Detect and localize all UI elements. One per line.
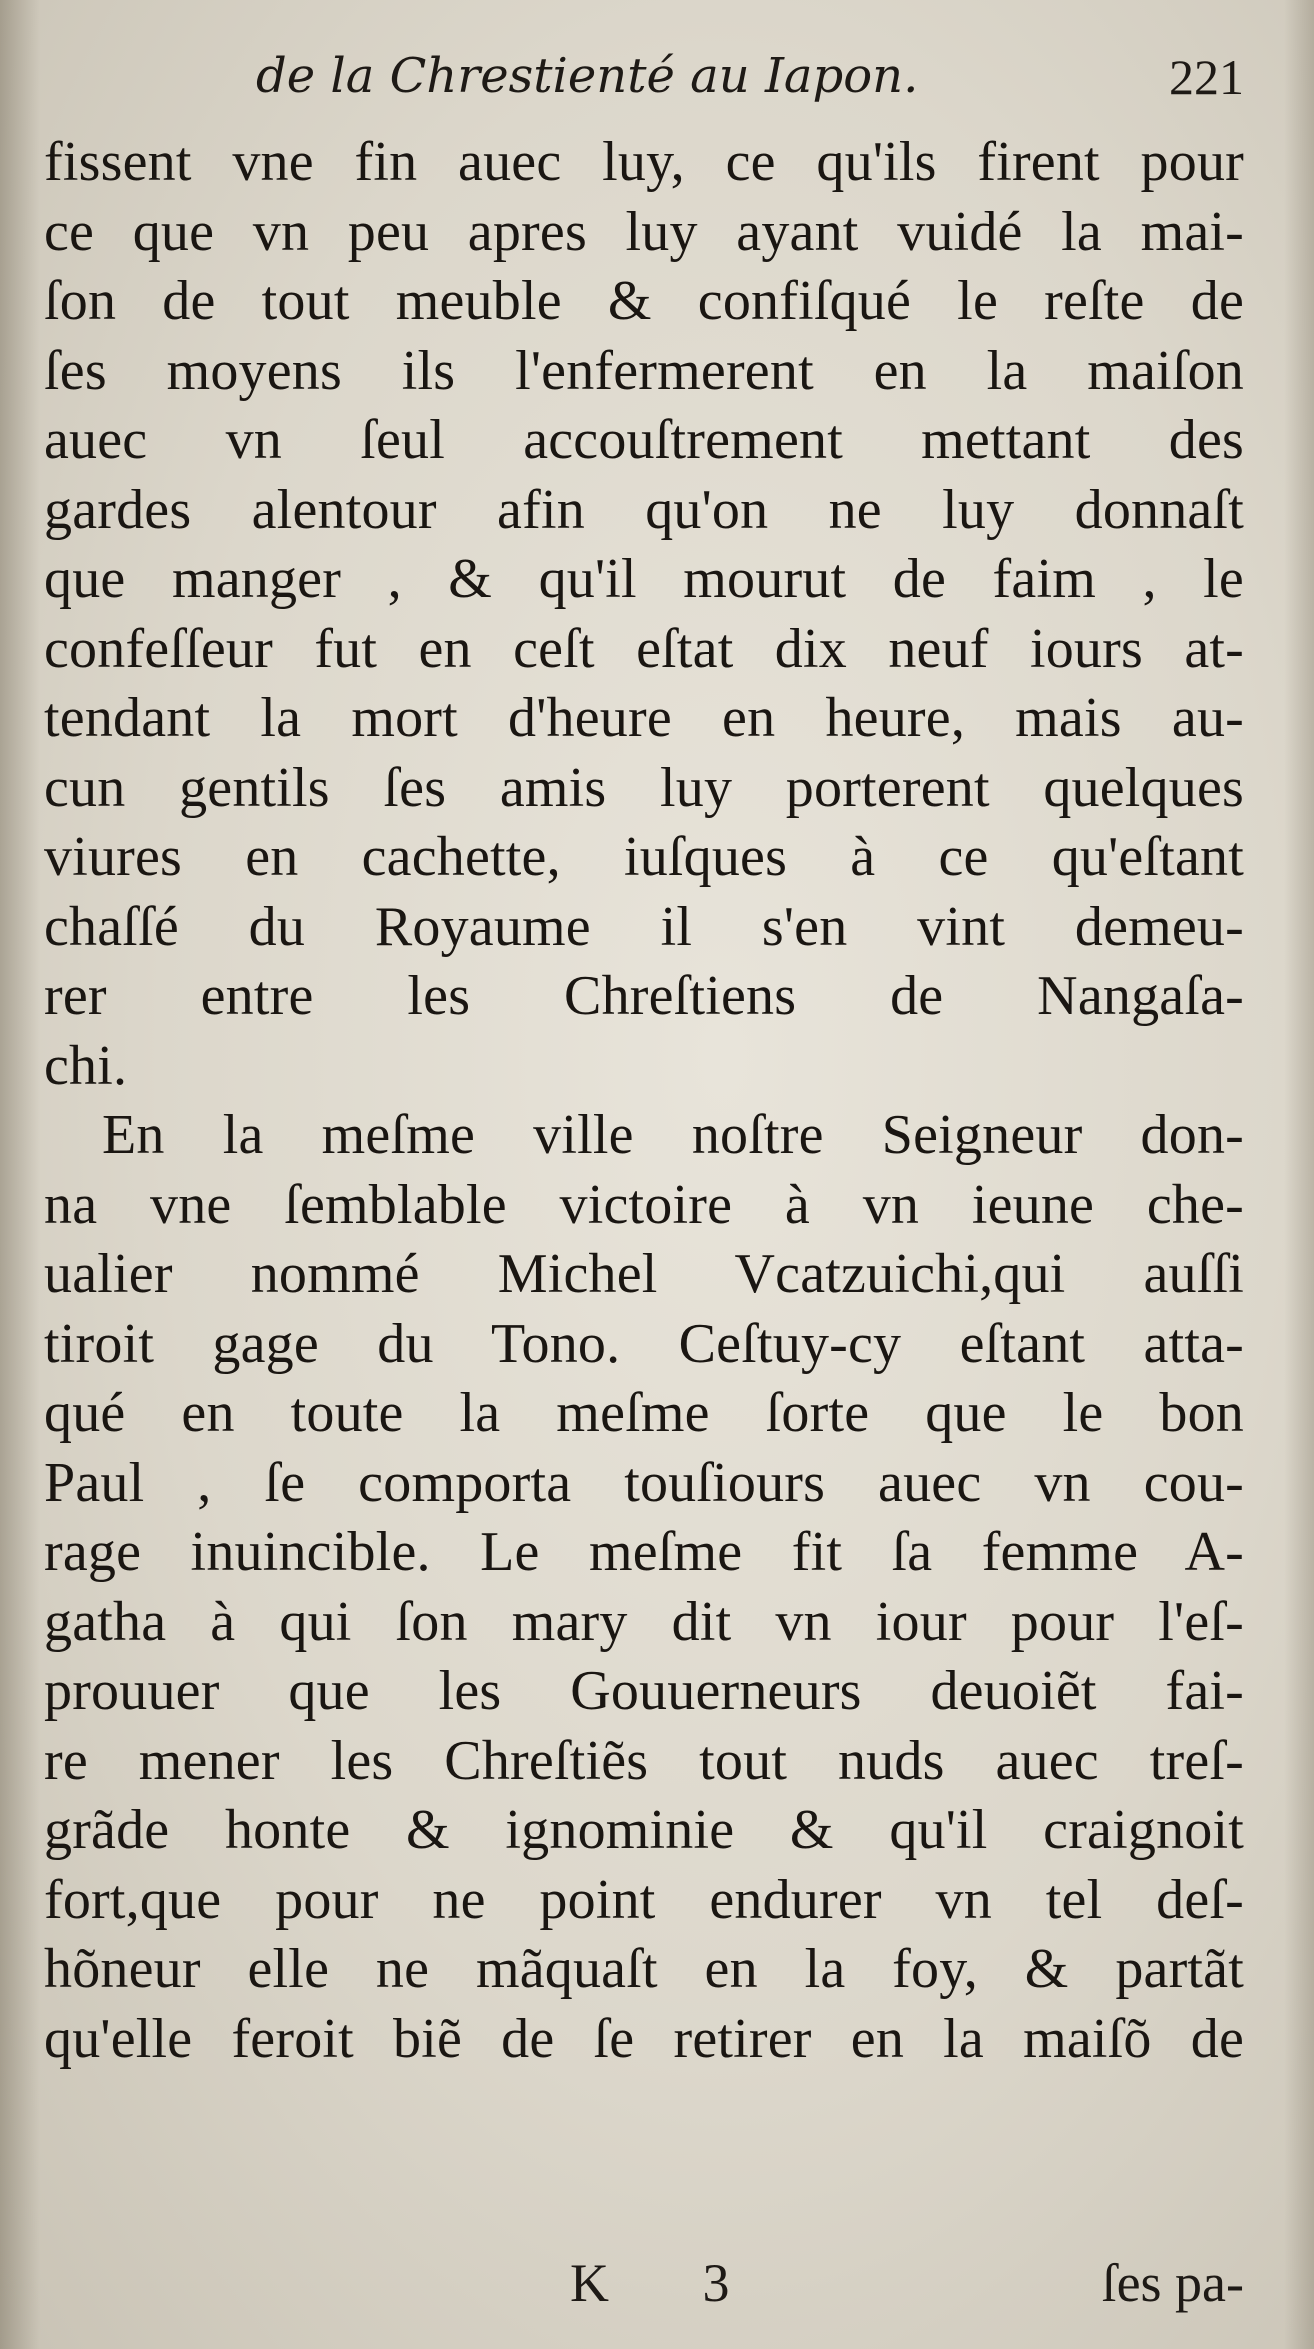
text-line: qué en toute la meſme ſorte que le bon [44,1382,1244,1444]
paragraph-start-line: En la meſme ville noſtre Seigneur don- [102,1104,1244,1166]
text-line: prouuer que les Gouuerneurs deuoiẽt fai- [44,1660,1244,1722]
text-line: rage inuincible. Le meſme fit ſa femme A- [44,1521,1244,1583]
text-line: que manger , & qu'il mourut de faim , le [44,548,1244,610]
text-line: fissent vne fin auec luy, ce qu'ils firent pour [44,131,1244,193]
text-line: hõneur elle ne mãquaſt en la foy, & partãt [44,1938,1244,2000]
paragraph-end-line: chi. [44,1034,128,1097]
text-line: chaſſé du Royaume il s'en vint demeu- [44,895,1244,958]
page-header [60,48,1244,118]
text-line: cun gentils ſes amis luy porterent quelques [44,756,1244,819]
page-footer [60,2252,1244,2332]
text-line: tendant la mort d'heure en heure, mais au- [44,687,1244,749]
catchword: ſes pa- [1101,2253,1244,2313]
text-line: fort,que pour ne point endurer vn tel deſ- [44,1868,1244,1931]
text-line: grãde honte & ignominie & qu'il craignoit [44,1799,1244,1861]
text-line: gatha à qui ſon mary dit vn iour pour l'eſ- [44,1590,1244,1653]
signature-mark: K 3 [570,2253,770,2313]
text-line: auec vn ſeul accouſtrement mettant des [44,409,1244,471]
text-line: confeſſeur fut en ceſt eſtat dix neuf iours at- [44,617,1244,680]
text-line: qu'elle feroit biẽ de ſe retirer en la maiſõ de [44,2007,1244,2070]
body-text [44,128,1244,2074]
text-line: viures en cachette, iuſques à ce qu'eſtant [44,826,1244,888]
page-gutter-shadow [0,0,40,2349]
text-line: ce que vn peu apres luy ayant vuidé la mai- [44,200,1244,263]
running-title: de la Chrestienté au Iapon. [256,48,919,104]
page-edge-shadow [1284,0,1314,2349]
text-line: tiroit gage du Tono. Ceſtuy-cy eſtant atta- [44,1312,1244,1375]
text-line: na vne ſemblable victoire à vn ieune che- [44,1173,1244,1236]
text-line: rer entre les Chreſtiens de Nangaſa- [44,965,1244,1027]
text-line: ſon de tout meuble & confiſqué le reſte de [44,270,1244,332]
text-line: gardes alentour afin qu'on ne luy donnaſt [44,478,1244,541]
text-line: ſes moyens ils l'enfermerent en la maiſon [44,339,1244,402]
page-number: 221 [1169,49,1244,105]
text-line: re mener les Chreſtiẽs tout nuds auec treſ- [44,1729,1244,1792]
text-line: ualier nommé Michel Vcatzuichi,qui auſſi [44,1243,1244,1305]
text-line: Paul , ſe comporta touſiours auec vn cou- [44,1451,1244,1514]
